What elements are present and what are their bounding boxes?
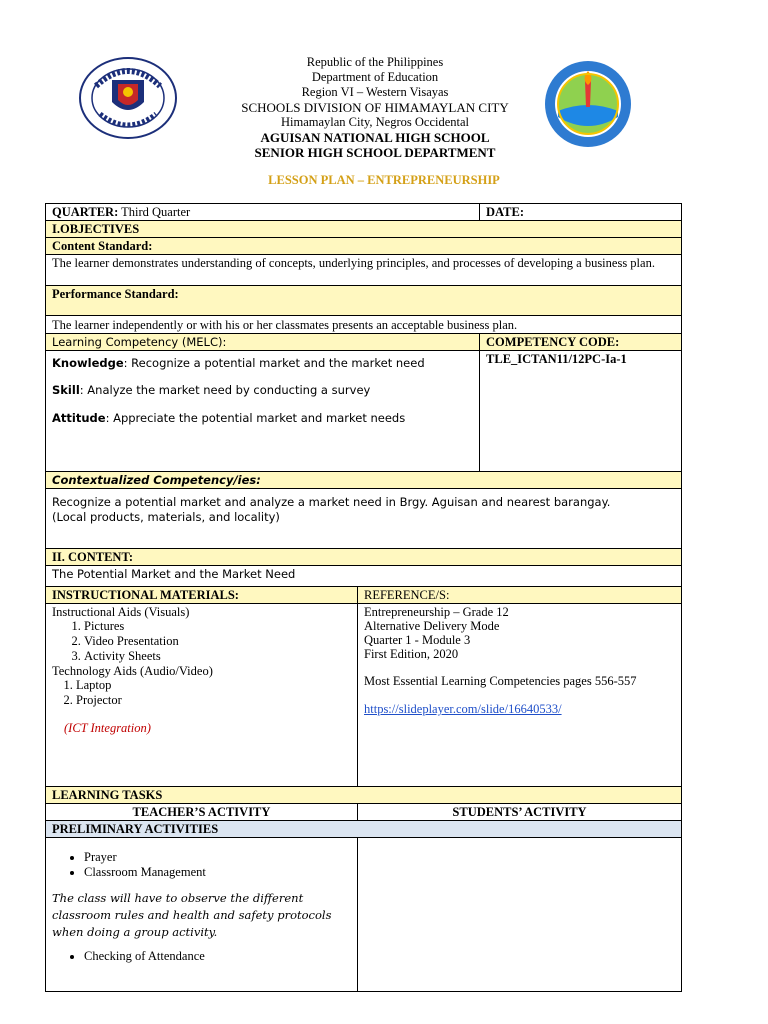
melc-heading: Learning Competency (MELC):	[46, 334, 480, 351]
content-text: The Potential Market and the Market Need	[46, 566, 682, 587]
competency-code-value: TLE_ICTAN11/12PC-Ia-1	[480, 351, 682, 472]
document-header	[0, 0, 768, 200]
references-heading: REFERENCE/S:	[358, 587, 682, 604]
header-school-name: AGUISAN NATIONAL HIGH SCHOOL	[260, 130, 490, 145]
header-line-department: Department of Education	[311, 70, 439, 84]
contextualized-cell	[46, 489, 682, 549]
date-label: DATE:	[480, 204, 682, 221]
knowledge-text: : Recognize a potential market and the market need	[123, 356, 425, 370]
teacher-preliminary-cell	[46, 838, 358, 992]
skill-text: : Analyze the market need by conducting a survey	[79, 383, 371, 397]
list-item: 2. Projector	[76, 693, 351, 708]
reference-line: Entrepreneurship – Grade 12	[364, 605, 509, 619]
contextualized-heading: Contextualized Competency/ies:	[46, 472, 682, 489]
preliminary-body-row	[46, 838, 682, 992]
lesson-plan-title: LESSON PLAN – ENTREPRENEURSHIP	[268, 173, 500, 187]
list-item: • Checking of Attendance	[84, 949, 351, 964]
content-standard-text: The learner demonstrates understanding of concepts, underlying principles, and processes of developing a business plan.	[46, 255, 682, 286]
list-item: 1. Laptop	[76, 678, 351, 693]
tech-aids-list	[52, 678, 351, 708]
preliminary-note: The class will have to observe the different classroom rules and health and safety protocols when doing a group activity.	[52, 891, 332, 939]
reference-line: Alternative Delivery Mode	[364, 619, 500, 633]
activity-header-row	[46, 804, 682, 821]
contextualized-note: (Local products, materials, and locality)	[52, 510, 280, 524]
quarter-row	[46, 204, 682, 221]
list-item: 2. Video Presentation	[84, 634, 351, 649]
materials-header-row	[46, 587, 682, 604]
attitude-label: Attitude	[52, 411, 106, 425]
header-text-block	[210, 55, 540, 160]
melc-objectives-cell	[46, 351, 480, 472]
learning-tasks-heading: LEARNING TASKS	[46, 787, 682, 804]
header-line-division: SCHOOLS DIVISION OF HIMAMAYLAN CITY	[241, 100, 509, 115]
quarter-value: Third Quarter	[118, 205, 191, 219]
students-activity-heading: STUDENTS’ ACTIVITY	[358, 804, 682, 821]
reference-line: Quarter 1 - Module 3	[364, 633, 471, 647]
attitude-objective	[52, 411, 473, 426]
competency-code-heading: COMPETENCY CODE:	[480, 334, 682, 351]
content-standard-heading: Content Standard:	[46, 238, 682, 255]
students-preliminary-cell	[358, 838, 682, 992]
visual-aids-list	[52, 619, 351, 664]
lesson-plan-table	[45, 203, 682, 992]
preliminary-list	[52, 850, 351, 880]
attitude-text: : Appreciate the potential market and market needs	[105, 411, 406, 425]
preliminary-list-2	[52, 949, 351, 964]
list-item: 1. Pictures	[84, 619, 351, 634]
performance-standard-text: The learner independently or with his or her classmates presents an acceptable business plan.	[46, 316, 682, 334]
skill-label: Skill	[52, 383, 80, 397]
header-line-region: Region VI – Western Visayas	[301, 85, 449, 99]
preliminary-activities-heading: PRELIMINARY ACTIVITIES	[46, 821, 682, 838]
deped-seal-icon	[78, 56, 178, 140]
skill-objective	[52, 383, 473, 398]
reference-link[interactable]: https://slideplayer.com/slide/16640533/	[364, 702, 562, 716]
objectives-heading: I.OBJECTIVES	[46, 221, 682, 238]
ict-integration-note: (ICT Integration)	[64, 721, 151, 735]
performance-standard-heading: Performance Standard:	[46, 286, 682, 316]
list-item: 3. Activity Sheets	[84, 649, 351, 664]
materials-body-row	[46, 604, 682, 787]
content-heading: II. CONTENT:	[46, 549, 682, 566]
teacher-activity-heading: TEACHER’S ACTIVITY	[46, 804, 358, 821]
materials-heading: INSTRUCTIONAL MATERIALS:	[46, 587, 358, 604]
division-seal-icon	[543, 59, 633, 149]
list-item: • Prayer	[84, 850, 351, 865]
tech-aids-label: Technology Aids (Audio/Video)	[52, 664, 213, 678]
reference-line: First Edition, 2020	[364, 647, 459, 661]
melc-header-row	[46, 334, 682, 351]
knowledge-label: Knowledge	[52, 356, 124, 370]
contextualized-text: Recognize a potential market and analyze a market need in Brgy. Aguisan and nearest barangay.	[52, 495, 611, 509]
materials-cell	[46, 604, 358, 787]
header-department-name: SENIOR HIGH SCHOOL DEPARTMENT	[254, 145, 496, 160]
references-cell	[358, 604, 682, 787]
knowledge-objective	[52, 356, 473, 371]
quarter-label: QUARTER:	[52, 205, 119, 219]
melc-body-row	[46, 351, 682, 472]
visual-aids-label: Instructional Aids (Visuals)	[52, 605, 190, 619]
header-line-city: Himamaylan City, Negros Occidental	[280, 115, 470, 129]
reference-line: Most Essential Learning Competencies pages 556-557	[364, 674, 637, 688]
header-line-republic: Republic of the Philippines	[306, 55, 444, 69]
list-item: • Classroom Management	[84, 865, 351, 880]
